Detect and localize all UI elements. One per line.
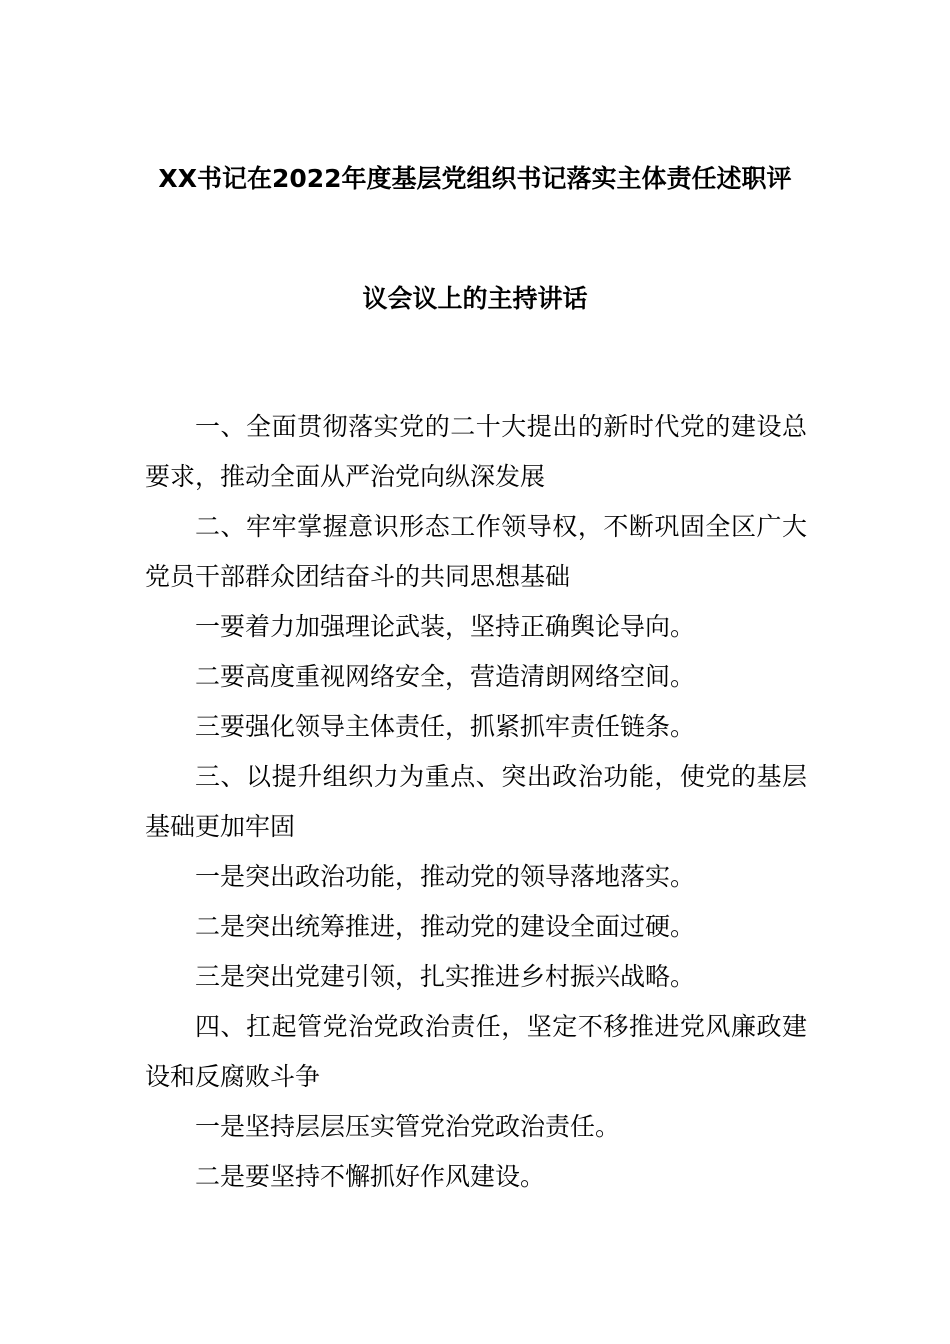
heading-section-1: 一、全面贯彻落实党的二十大提出的新时代党的建设总要求，推动全面从严治党向纵深发展 (145, 412, 807, 491)
point-4-2: 二是要坚持不懈抓好作风建设。 (195, 1162, 546, 1191)
point-3-3: 三是突出党建引领，扎实推进乡村振兴战略。 (195, 962, 696, 991)
point-2-2: 二要高度重视网络安全，营造清朗网络空间。 (195, 662, 696, 691)
point-2-3: 三要强化领导主体责任，抓紧抓牢责任链条。 (195, 712, 696, 741)
document-body (145, 402, 807, 1202)
document-title-line-2: 议会议上的主持讲话 (362, 284, 588, 313)
heading-section-3: 三、以提升组织力为重点、突出政治功能，使党的基层基础更加牢固 (145, 762, 807, 841)
point-3-1: 一是突出政治功能，推动党的领导落地落实。 (195, 862, 696, 891)
heading-section-2: 二、牢牢掌握意识形态工作领导权，不断巩固全区广大党员干部群众团结奋斗的共同思想基础 (145, 512, 807, 591)
point-3-2: 二是突出统筹推进，推动党的建设全面过硬。 (195, 912, 696, 941)
document-title-line-1: XX书记在2022年度基层党组织书记落实主体责任述职评 (158, 164, 792, 193)
point-2-1: 一要着力加强理论武装，坚持正确舆论导向。 (195, 612, 696, 641)
point-4-1: 一是坚持层层压实管党治党政治责任。 (195, 1112, 621, 1141)
heading-section-4: 四、扛起管党治党政治责任，坚定不移推进党风廉政建设和反腐败斗争 (145, 1012, 807, 1091)
